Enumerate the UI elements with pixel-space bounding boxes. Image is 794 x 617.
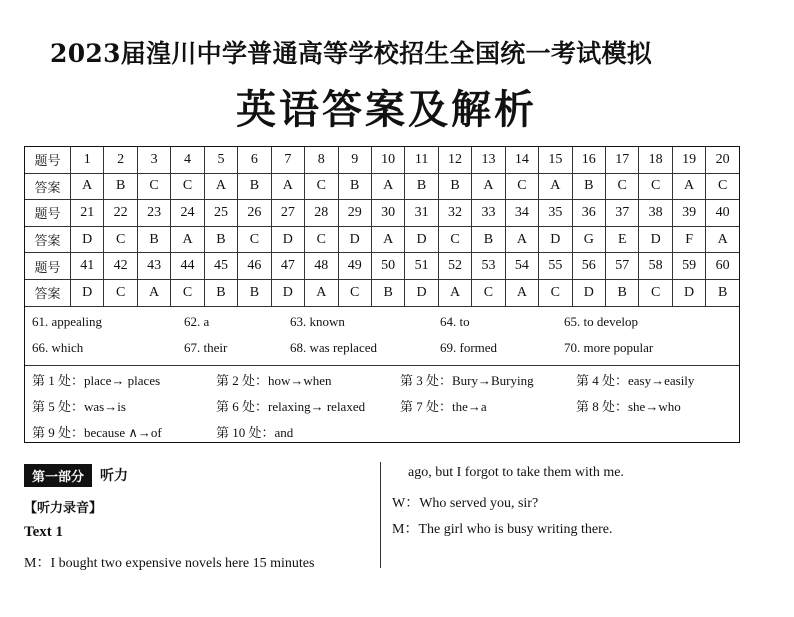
answer-cell: A — [137, 279, 170, 306]
question-number-cell: 41 — [71, 253, 104, 280]
question-number-cell: 21 — [71, 200, 104, 227]
answer-cell: C — [171, 173, 204, 200]
question-number-cell: 38 — [639, 200, 672, 227]
number-row-label: 题号 — [25, 147, 71, 174]
fill-in-answer: 69. formed — [440, 340, 498, 355]
answer-cell: A — [472, 173, 505, 200]
answer-cell: A — [271, 173, 304, 200]
correction-item: 第 5 处：was→is — [32, 399, 126, 414]
question-number-cell: 5 — [204, 147, 237, 174]
answer-cell: C — [706, 173, 740, 200]
answer-cell: C — [104, 226, 137, 253]
answer-cell: C — [639, 173, 672, 200]
question-number-cell: 12 — [438, 147, 471, 174]
answer-cell: F — [672, 226, 705, 253]
recording-heading: 【听力录音】 — [24, 501, 103, 516]
question-number-cell: 6 — [238, 147, 271, 174]
fill-in-answer: 64. to — [440, 314, 470, 329]
question-number-cell: 36 — [572, 200, 605, 227]
fill-in-answer: 65. to develop — [564, 314, 639, 329]
question-number-cell: 37 — [606, 200, 639, 227]
question-number-cell: 11 — [405, 147, 438, 174]
column-divider — [380, 462, 381, 568]
question-number-cell: 32 — [438, 200, 471, 227]
section-header — [24, 464, 128, 486]
answer-cell: B — [371, 279, 404, 306]
fill-in-answer: 61. appealing — [32, 314, 103, 329]
correction-item: 第 9 处：because ∧→of — [32, 425, 162, 440]
number-row-label: 题号 — [25, 200, 71, 227]
fill-in-answer: 66. which — [32, 340, 84, 355]
fill-in-answer: 63. known — [290, 314, 345, 329]
page-title: 英语答案及解析 — [236, 86, 537, 133]
answer-cell: A — [71, 173, 104, 200]
question-number-cell: 30 — [371, 200, 404, 227]
question-number-cell: 13 — [472, 147, 505, 174]
answer-cell: C — [338, 279, 371, 306]
transcript-line: M：The girl who is busy writing there. — [392, 522, 613, 537]
question-number-cell: 46 — [238, 253, 271, 280]
answer-cell: B — [238, 279, 271, 306]
question-number-cell: 20 — [706, 147, 740, 174]
answer-cell: D — [338, 226, 371, 253]
question-number-cell: 49 — [338, 253, 371, 280]
answer-cell: C — [171, 279, 204, 306]
question-number-cell: 29 — [338, 200, 371, 227]
exam-title: 2023届湟川中学普通高等学校招生全国统一考试模拟 — [50, 39, 653, 68]
answer-cell: D — [539, 226, 572, 253]
question-number-cell: 33 — [472, 200, 505, 227]
answer-cell: A — [305, 279, 338, 306]
answer-cell: C — [505, 173, 538, 200]
correction-item: 第 10 处：and — [216, 425, 294, 440]
question-number-cell: 56 — [572, 253, 605, 280]
correction-item: 第 3 处：Bury→Burying — [400, 373, 534, 388]
fill-in-answer: 68. was replaced — [290, 340, 377, 355]
correction-item: 第 4 处：easy→easily — [576, 373, 695, 388]
question-number-cell: 27 — [271, 200, 304, 227]
question-number-cell: 50 — [371, 253, 404, 280]
answer-cell: B — [238, 173, 271, 200]
correction-item: 第 8 处：she→who — [576, 399, 681, 414]
question-number-cell: 24 — [171, 200, 204, 227]
answer-cell: C — [539, 279, 572, 306]
answer-row-label: 答案 — [25, 226, 71, 253]
answer-cell: D — [405, 279, 438, 306]
question-number-cell: 26 — [238, 200, 271, 227]
answer-cell: C — [305, 226, 338, 253]
correction-item: 第 6 处：relaxing→ relaxed — [216, 399, 366, 414]
question-number-cell: 52 — [438, 253, 471, 280]
question-number-cell: 25 — [204, 200, 237, 227]
transcript-line: ago, but I forgot to take them with me. — [408, 465, 624, 480]
answer-cell: B — [338, 173, 371, 200]
question-number-cell: 59 — [672, 253, 705, 280]
question-number-cell: 45 — [204, 253, 237, 280]
answer-box-frame — [24, 146, 740, 443]
answer-cell: D — [405, 226, 438, 253]
answer-cell: A — [505, 279, 538, 306]
transcript-line: W：Who served you, sir? — [392, 496, 539, 511]
question-number-cell: 14 — [505, 147, 538, 174]
correction-item: 第 7 处：the→a — [400, 399, 487, 414]
question-number-cell: 2 — [104, 147, 137, 174]
answer-cell: E — [606, 226, 639, 253]
answer-cell: C — [606, 173, 639, 200]
question-number-cell: 57 — [606, 253, 639, 280]
question-number-cell: 28 — [305, 200, 338, 227]
answer-cell: C — [472, 279, 505, 306]
question-number-cell: 19 — [672, 147, 705, 174]
question-number-cell: 35 — [539, 200, 572, 227]
answer-cell: D — [572, 279, 605, 306]
question-number-cell: 4 — [171, 147, 204, 174]
question-number-cell: 3 — [137, 147, 170, 174]
answer-cell: B — [137, 226, 170, 253]
number-row-label: 题号 — [25, 253, 71, 280]
answer-cell: B — [706, 279, 740, 306]
answer-cell: A — [371, 173, 404, 200]
answer-cell: B — [438, 173, 471, 200]
answer-cell: C — [238, 226, 271, 253]
question-number-cell: 39 — [672, 200, 705, 227]
answer-cell: C — [438, 226, 471, 253]
question-number-cell: 9 — [338, 147, 371, 174]
question-number-cell: 47 — [271, 253, 304, 280]
question-number-cell: 53 — [472, 253, 505, 280]
section-tag: 第一部分 — [24, 464, 92, 487]
correction-item: 第 1 处：place→ places — [32, 373, 161, 388]
question-number-cell: 55 — [539, 253, 572, 280]
text-title: Text 1 — [24, 524, 64, 540]
answer-cell: D — [271, 279, 304, 306]
question-number-cell: 54 — [505, 253, 538, 280]
answer-cell: A — [672, 173, 705, 200]
question-number-cell: 48 — [305, 253, 338, 280]
answer-row-label: 答案 — [25, 173, 71, 200]
answer-cell: A — [539, 173, 572, 200]
answer-cell: B — [204, 279, 237, 306]
question-number-cell: 18 — [639, 147, 672, 174]
question-number-cell: 22 — [104, 200, 137, 227]
answer-cell: D — [71, 226, 104, 253]
answer-cell: B — [204, 226, 237, 253]
answer-cell: B — [606, 279, 639, 306]
question-number-cell: 42 — [104, 253, 137, 280]
answer-cell: D — [271, 226, 304, 253]
section-name: 听力 — [100, 468, 129, 484]
question-number-cell: 43 — [137, 253, 170, 280]
question-number-cell: 17 — [606, 147, 639, 174]
answer-row-label: 答案 — [25, 279, 71, 306]
answer-cell: G — [572, 226, 605, 253]
answer-cell: A — [505, 226, 538, 253]
question-number-cell: 34 — [505, 200, 538, 227]
answer-cell: D — [71, 279, 104, 306]
question-number-cell: 40 — [706, 200, 740, 227]
answer-cell: D — [672, 279, 705, 306]
answer-cell: A — [204, 173, 237, 200]
answer-cell: A — [438, 279, 471, 306]
answer-cell: B — [405, 173, 438, 200]
answer-cell: C — [137, 173, 170, 200]
question-number-cell: 58 — [639, 253, 672, 280]
question-number-cell: 44 — [171, 253, 204, 280]
question-number-cell: 1 — [71, 147, 104, 174]
answer-cell: B — [104, 173, 137, 200]
answer-cell: D — [639, 226, 672, 253]
answer-cell: C — [305, 173, 338, 200]
question-number-cell: 15 — [539, 147, 572, 174]
question-number-cell: 10 — [371, 147, 404, 174]
fill-in-answer: 67. their — [184, 340, 228, 355]
answer-cell: C — [639, 279, 672, 306]
question-number-cell: 23 — [137, 200, 170, 227]
fill-in-answer: 70. more popular — [564, 340, 654, 355]
transcript-line: M：I bought two expensive novels here 15 minutes — [24, 556, 315, 571]
question-number-cell: 8 — [305, 147, 338, 174]
answer-cell: A — [706, 226, 740, 253]
answer-cell: B — [572, 173, 605, 200]
question-number-cell: 16 — [572, 147, 605, 174]
question-number-cell: 51 — [405, 253, 438, 280]
answer-cell: C — [104, 279, 137, 306]
question-number-cell: 60 — [706, 253, 740, 280]
question-number-cell: 7 — [271, 147, 304, 174]
fill-in-answer: 62. a — [184, 314, 210, 329]
answer-cell: A — [371, 226, 404, 253]
answer-cell: A — [171, 226, 204, 253]
question-number-cell: 31 — [405, 200, 438, 227]
answer-cell: B — [472, 226, 505, 253]
correction-item: 第 2 处：how→when — [216, 373, 332, 388]
